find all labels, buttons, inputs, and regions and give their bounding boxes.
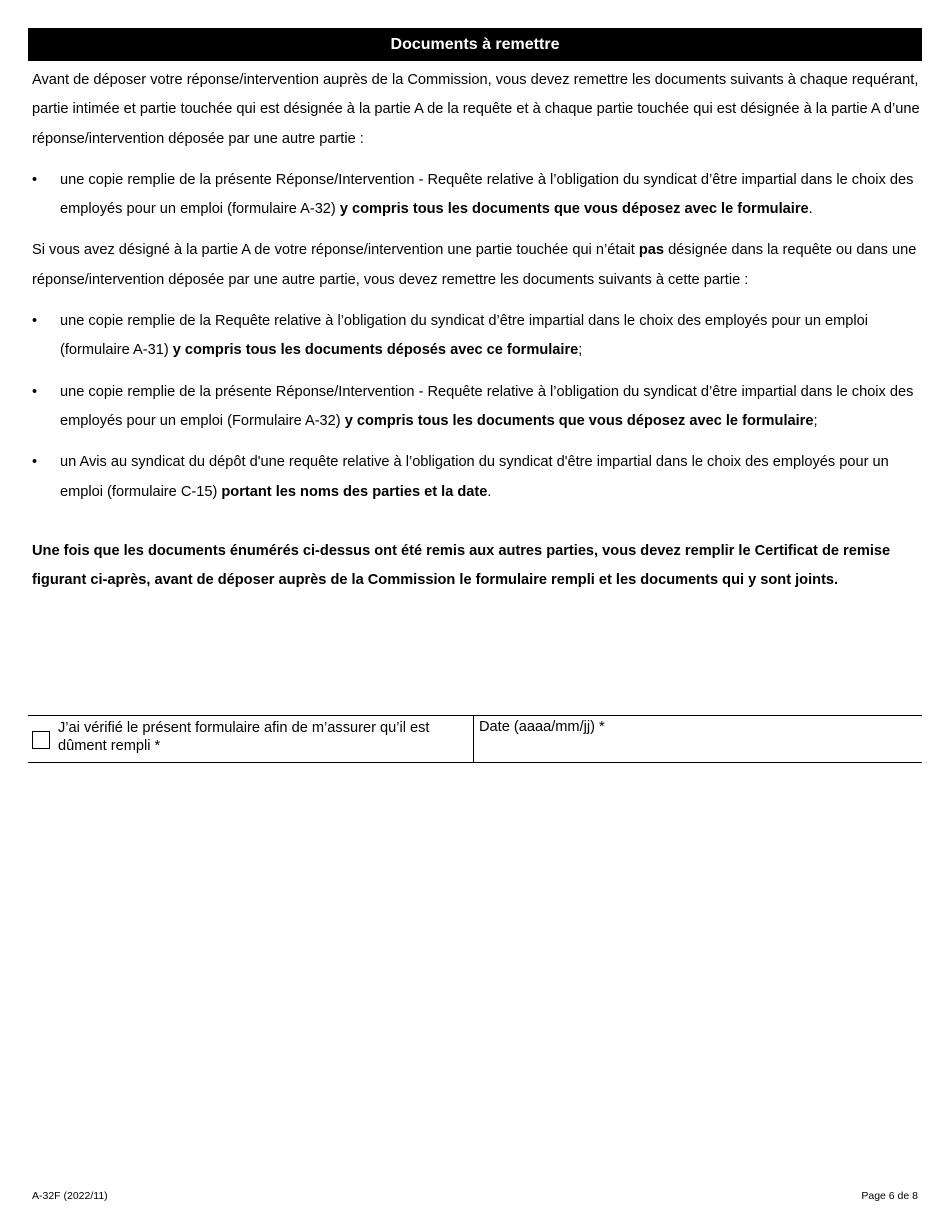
document-body xyxy=(32,66,922,607)
section-header xyxy=(28,28,922,61)
bullet-icon: • xyxy=(32,313,38,330)
list-item-normal: une copie remplie de la présente Réponse/Intervention - Requête relative à l’obligation du syndicat d’être impartial dans le choix des employés pour un emploi (Formulaire A-32) xyxy=(60,383,914,429)
list-item-bold: y compris tous les documents que vous déposez avec le formulaire xyxy=(339,201,809,218)
bullet-icon: • xyxy=(32,171,38,188)
page-number: Page 6 de 8 xyxy=(861,1190,918,1202)
list-item-text xyxy=(60,166,922,225)
list-item-end: ; xyxy=(578,342,583,359)
list-item-end: . xyxy=(487,483,492,500)
intro-paragraph: Avant de déposer votre réponse/intervention auprès de la Commission, vous devez remettre les documents suivants à chaque requérant, partie intimée et partie touchée qui est désignée à la partie A de la requête et à chaque partie touchée qui est désignée à la partie A d’une réponse/intervention déposée par une autre partie : xyxy=(32,72,920,147)
list-item-bold: y compris tous les documents déposés avec ce formulaire xyxy=(172,342,579,359)
date-field[interactable] xyxy=(474,716,922,762)
list-item-text xyxy=(60,307,922,366)
list-item-normal: un Avis au syndicat du dépôt d'une requête relative à l’obligation du syndicat d'être impartial dans le choix des employés pour un emploi (formulaire C-15) xyxy=(60,454,889,500)
list-item-bold: y compris tous les documents que vous déposez avec le formulaire xyxy=(344,412,814,429)
verification-form xyxy=(28,715,922,763)
list-item xyxy=(32,166,922,225)
bullet-icon: • xyxy=(32,383,38,400)
date-label: Date (aaaa/mm/jj) * xyxy=(479,719,605,735)
second-paragraph xyxy=(32,236,922,295)
list-item-text xyxy=(60,378,922,437)
verified-checkbox[interactable] xyxy=(32,731,50,749)
list-item xyxy=(32,448,922,507)
verification-cell xyxy=(28,716,474,762)
list-item-normal: une copie remplie de la présente Réponse/Intervention - Requête relative à l’obligation du syndicat d’être impartial dans le choix des employés pour un emploi (formulaire A-32) xyxy=(60,171,914,218)
list-item-normal: une copie remplie de la Requête relative à l’obligation du syndicat d’être impartial dans le choix des employés pour un emploi (formulaire A-31) xyxy=(60,313,868,359)
paragraph-text: Si vous avez désigné à la partie A de votre réponse/intervention une partie touchée qui n’était xyxy=(32,242,639,259)
form-code: A-32F (2022/11) xyxy=(32,1190,108,1202)
list-item-text xyxy=(60,448,922,507)
list-item xyxy=(32,378,922,437)
list-item-end: ; xyxy=(813,412,818,429)
closing-paragraph: Une fois que les documents énumérés ci-dessus ont été remis aux autres parties, vous devez remplir le Certificat de remise figurant ci-après, avant de déposer auprès de la Commission le formulaire rempli et les documents qui y sont joints. xyxy=(32,542,891,589)
paragraph-text: désignée dans la requête ou dans une réponse/intervention déposée par une autre partie, vous devez remettre les documents suivants à cette partie : xyxy=(32,242,917,288)
checkbox-label: J’ai vérifié le présent formulaire afin de m’assurer qu’il est dûment rempli * xyxy=(58,720,430,754)
section-title: Documents à remettre xyxy=(390,35,560,53)
paragraph-bold: pas xyxy=(638,242,665,259)
list-item-bold: portant les noms des parties et la date xyxy=(221,483,488,500)
bullet-icon: • xyxy=(32,454,38,471)
list-item-end: . xyxy=(808,201,813,218)
list-item xyxy=(32,307,922,366)
